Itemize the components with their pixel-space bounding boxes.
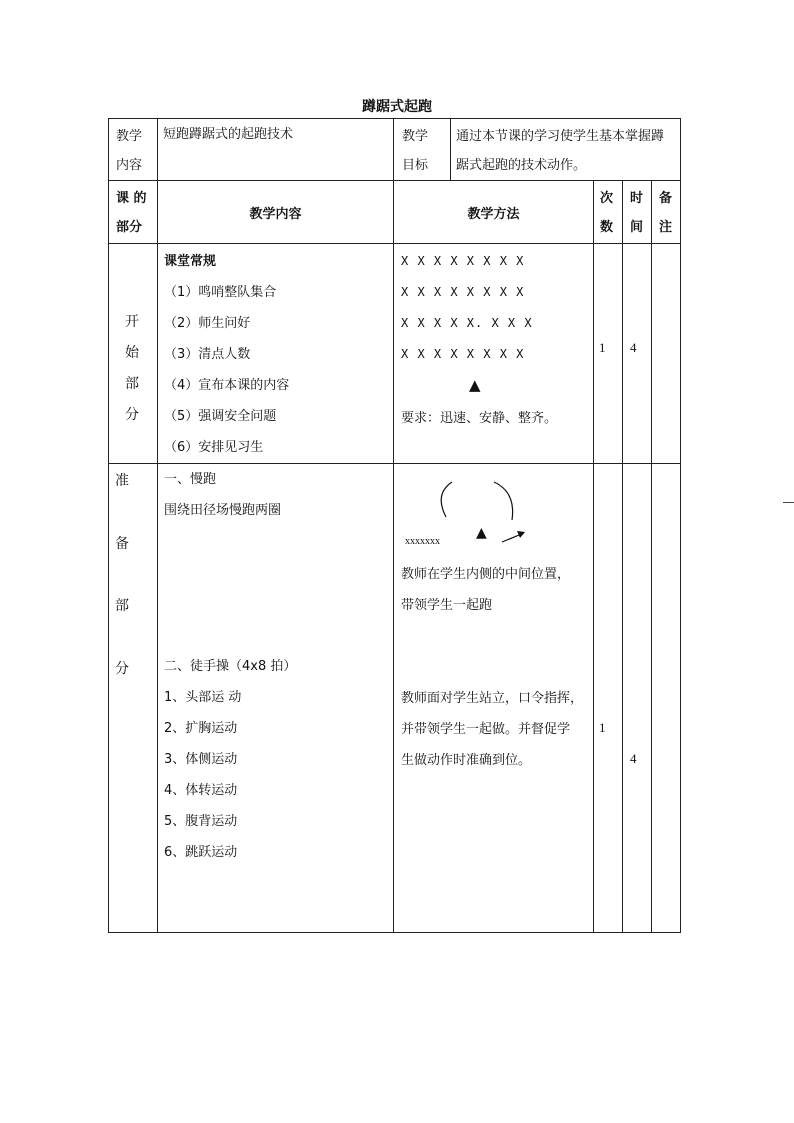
requirement-text: 要求：迅速、安静、整齐。 [401, 411, 558, 426]
list-item: 5、腹背运动 [164, 814, 238, 829]
start-part [109, 244, 158, 464]
prep-duration [623, 464, 652, 933]
col-content: 教学内容 [158, 181, 394, 244]
formation-row: X X X X X X X X [401, 285, 525, 299]
header-line: 时 [630, 191, 644, 206]
header-line: 课 的 [116, 191, 147, 206]
formation-row: X X X X X X X X [401, 254, 525, 268]
header-line: 数 [600, 220, 614, 235]
duration-value: 4 [630, 751, 637, 766]
method-line: 带领学生一起跑 [401, 598, 493, 613]
prep-times [594, 464, 623, 933]
header-line: 间 [630, 220, 644, 235]
list-item: 1、头部运 动 [164, 690, 242, 705]
list-item: （2）师生问好 [164, 316, 251, 331]
col-part [109, 181, 158, 244]
col-method: 教学方法 [394, 181, 594, 244]
label-line: 教学 [402, 129, 429, 144]
run-description: 围绕田径场慢跑两圈 [164, 503, 282, 518]
part-char: 部 [125, 376, 139, 392]
label-line: 目标 [402, 158, 429, 173]
teach-content-label [109, 119, 158, 181]
start-method [394, 244, 594, 464]
teacher-marker-icon: ▲ [469, 376, 481, 394]
header-row [109, 119, 681, 181]
method-line: 生做动作时准确到位。 [401, 753, 532, 768]
goal-value [451, 119, 681, 181]
duration-value: 4 [630, 340, 637, 355]
running-track-diagram [394, 464, 594, 564]
header-line: 注 [659, 220, 673, 235]
part-char: 准 [115, 473, 129, 489]
section-heading: 课堂常规 [164, 254, 217, 269]
header-line: 备 [659, 191, 673, 206]
students-label: xxxxxxx [405, 536, 440, 547]
teach-content-value [158, 119, 394, 181]
list-item: 4、体转运动 [164, 783, 238, 798]
arrow-head-icon [517, 531, 525, 538]
track-curve-left [441, 482, 452, 517]
teacher-marker-icon: ▲ [476, 525, 487, 541]
prep-notes [652, 464, 681, 933]
method-line: 教师在学生内侧的中间位置， [401, 567, 571, 582]
start-duration [623, 244, 652, 464]
prep-method [394, 464, 594, 933]
times-value: 1 [599, 340, 606, 355]
part-char: 部 [115, 598, 129, 614]
start-section-row [109, 244, 681, 464]
start-notes [652, 244, 681, 464]
times-value: 1 [599, 720, 606, 735]
method-line: 教师面对学生站立，口令指挥， [401, 691, 584, 706]
list-item: （6）安排见习生 [164, 440, 264, 455]
formation-row: X X X X X. X X X [401, 316, 533, 330]
header-line: 部分 [116, 220, 143, 235]
list-item: 3、体侧运动 [164, 752, 238, 767]
list-item: （1）鸣哨整队集合 [164, 285, 277, 300]
track-curve-right [494, 482, 513, 520]
list-item: （4）宣布本课的内容 [164, 378, 290, 393]
part-char: 开 [125, 314, 139, 330]
prep-part [109, 464, 158, 933]
goal-text: 通过本节课的学习使学生基本掌握蹲踞式起跑的技术动作。 [456, 129, 665, 173]
part-char: 分 [115, 661, 129, 677]
section-heading: 一、慢跑 [164, 472, 217, 487]
label-line: 教学 [116, 129, 143, 144]
col-duration [623, 181, 652, 244]
start-times [594, 244, 623, 464]
header-line: 次 [600, 191, 614, 206]
start-content [158, 244, 394, 464]
prep-content [158, 464, 394, 933]
part-char: 备 [115, 536, 129, 552]
formation-row: X X X X X X X X [401, 347, 525, 361]
edge-mark [783, 502, 794, 503]
list-item: 6、跳跃运动 [164, 845, 238, 860]
column-header-row [109, 181, 681, 244]
part-char: 分 [125, 407, 139, 423]
list-item: （3）清点人数 [164, 347, 251, 362]
content-text: 短跑蹲踞式的起跑技术 [163, 127, 294, 142]
page-title: 蹲踞式起跑 [362, 99, 432, 115]
list-item: （5）强调安全问题 [164, 409, 277, 424]
label-line: 内容 [116, 158, 143, 173]
col-notes [652, 181, 681, 244]
prep-section-row [109, 464, 681, 933]
method-line: 并带领学生一起做。并督促学 [401, 722, 571, 737]
goal-label [394, 119, 451, 181]
section-heading: 二、徒手操（4x8 拍） [164, 659, 297, 674]
list-item: 2、扩胸运动 [164, 721, 238, 736]
part-char: 始 [125, 345, 139, 361]
col-times [594, 181, 623, 244]
lesson-plan-table [108, 118, 681, 933]
